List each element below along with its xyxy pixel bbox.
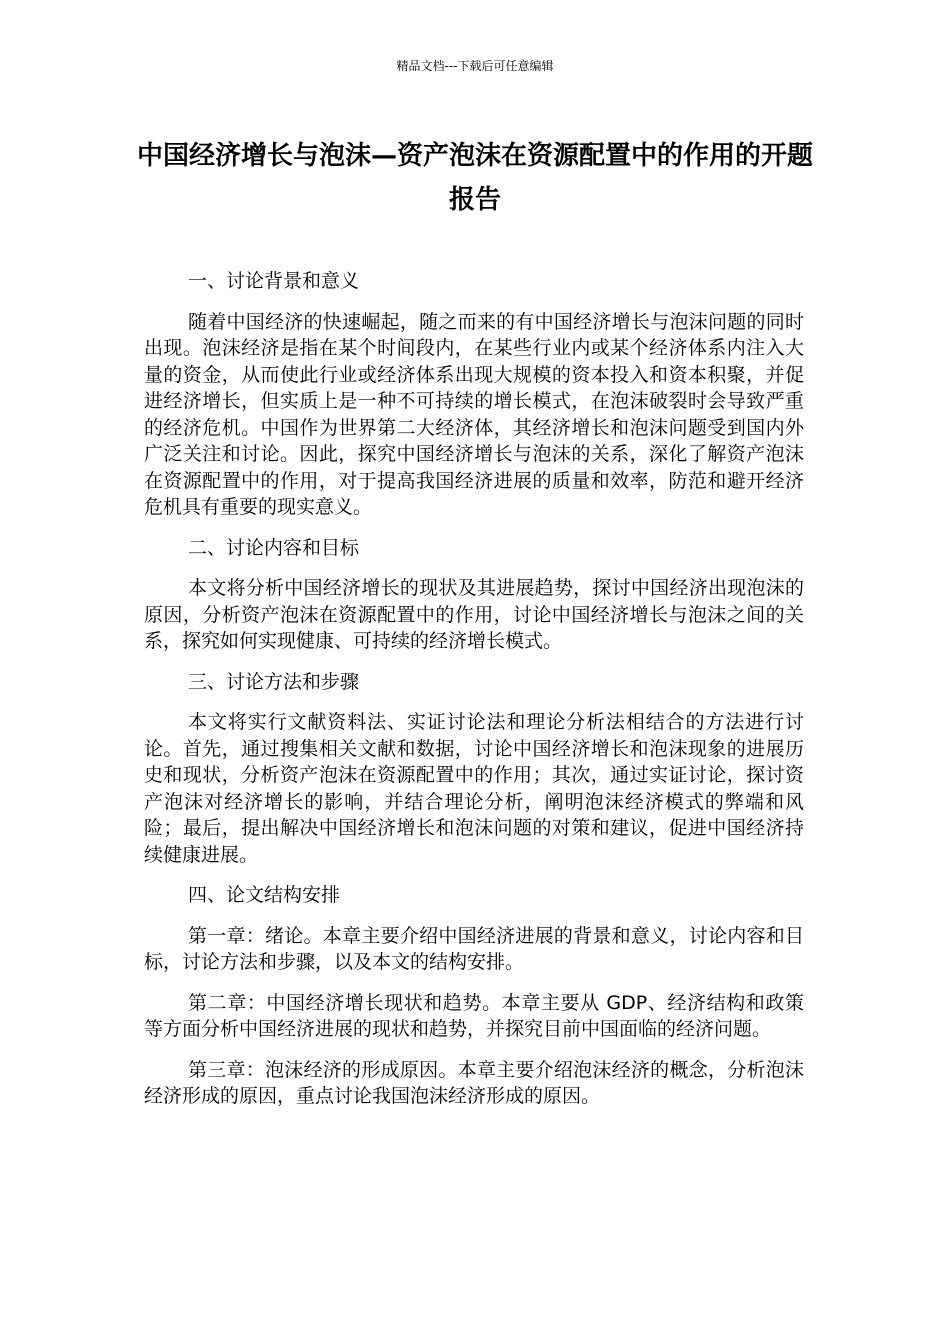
paragraph: 第一章：绪论。本章主要介绍中国经济进展的背景和意义，讨论内容和目标，讨论方法和步骤，以及本文的结构安排。 [144,924,804,973]
section-research-method [144,669,804,869]
section-research-content [144,535,804,655]
paragraph: 第三章：泡沫经济的形成原因。本章主要介绍泡沫经济的概念，分析泡沫经济形成的原因，重点讨论我国泡沫经济形成的原因。 [144,1058,804,1107]
section-heading: 四、论文结构安排 [188,884,341,906]
paragraph: 本文将分析中国经济增长的现状及其进展趋势，探讨中国经济出现泡沫的原因，分析资产泡沫在资源配置中的作用，讨论中国经济增长与泡沫之间的关系，探究如何实现健康、可持续的经济增长模式。 [144,577,804,652]
section-research-background [144,268,804,521]
paragraph: 第二章：中国经济增长现状和趋势。本章主要从 GDP、经济结构和政策等方面分析中国经济进展的现状和趋势，并探究目前中国面临的经济问题。 [144,991,804,1040]
section-thesis-structure [144,882,804,1110]
paragraph: 随着中国经济的快速崛起，随之而来的有中国经济增长与泡沫问题的同时出现。泡沫经济是指在某个时间段内，在某些行业内或某个经济体系内注入大量的资金，从而使此行业或经济体系出现大规模的资本投入和资本积聚，并促进经济增长，但实质上是一种不可持续的增长模式，在泡沫破裂时会导致严重的经济危机。中国作为世界第二大经济体，其经济增长和泡沫问题受到国内外广泛关注和讨论。因此，探究中国经济增长与泡沫的关系，深化了解资产泡沫在资源配置中的作用，对于提高我国经济进展的质量和效率，防范和避开经济危机具有重要的现实意义。 [144,310,804,518]
document-title: 中国经济增长与泡沫—资产泡沫在资源配置中的作用的开题报告 [136,141,813,215]
paragraph: 本文将实行文献资料法、实证讨论法和理论分析法相结合的方法进行讨论。首先，通过搜集相关文献和数据，讨论中国经济增长和泡沫现象的进展历史和现状，分析资产泡沫在资源配置中的作用；其次，通过实证讨论，探讨资产泡沫对经济增长的影响，并结合理论分析，阐明泡沫经济模式的弊端和风险；最后，提出解决中国经济增长和泡沫问题的对策和建议，促进中国经济持续健康进展。 [144,711,804,866]
page-header-note: 精品文档---下载后可任意编辑 [396,59,554,73]
section-heading: 一、讨论背景和意义 [188,270,360,292]
document-body [144,268,804,1124]
section-heading: 二、讨论内容和目标 [188,536,360,559]
section-heading: 三、讨论方法和步骤 [188,670,360,693]
